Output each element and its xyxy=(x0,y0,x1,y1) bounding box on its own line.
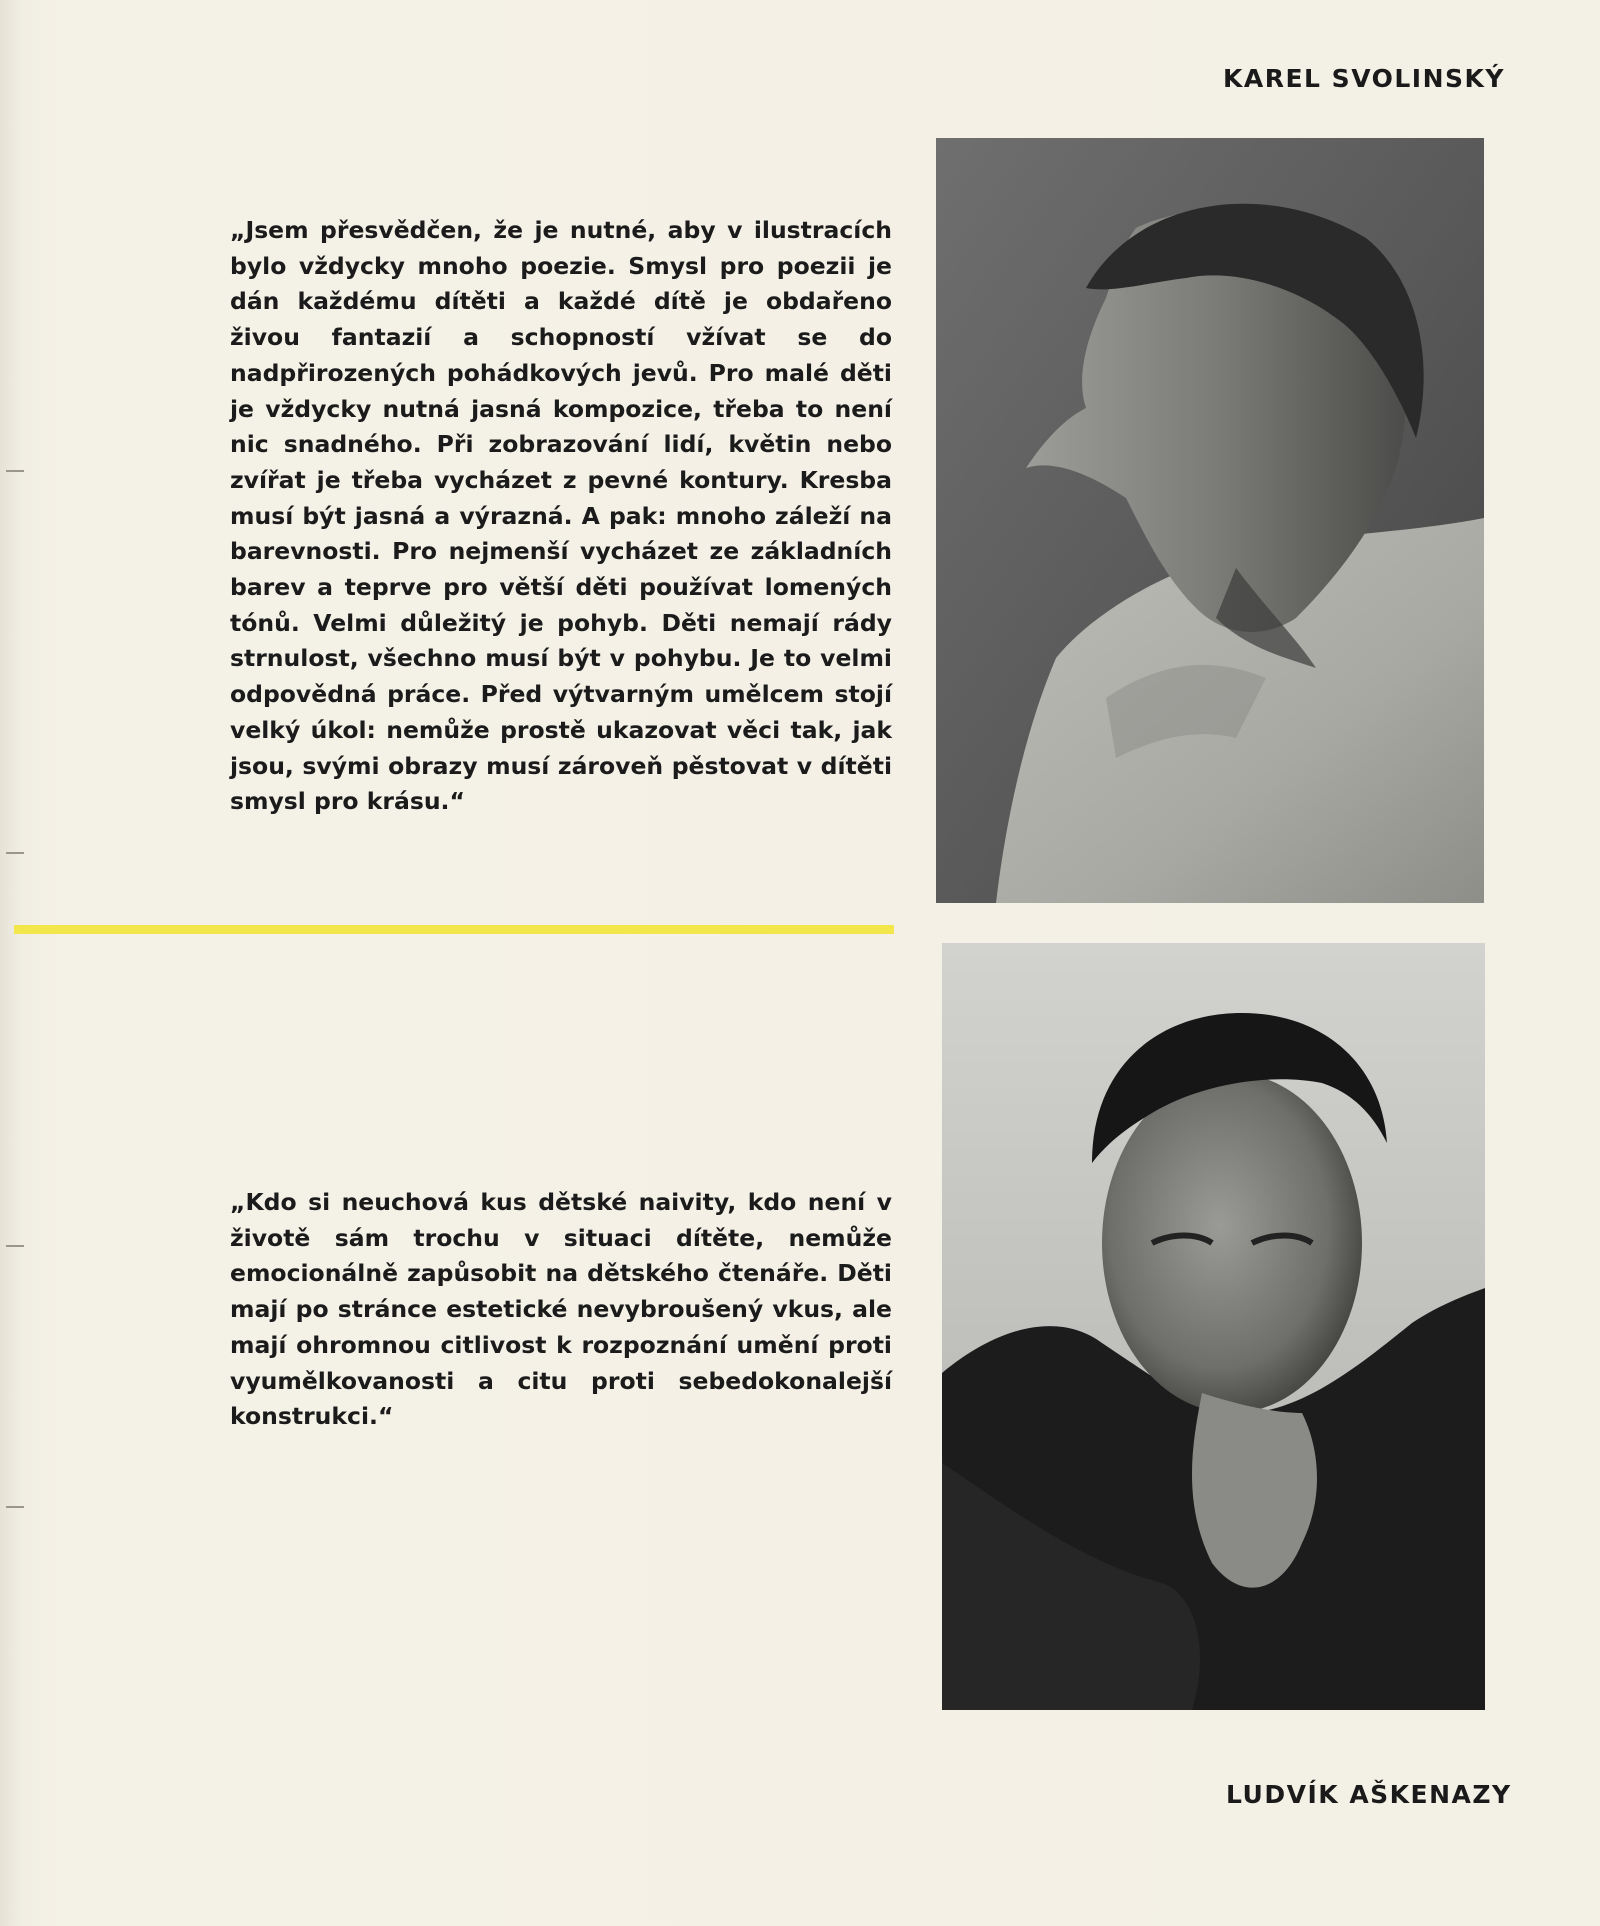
spine-mark xyxy=(6,1506,24,1508)
yellow-divider-rule xyxy=(14,925,894,934)
quote-askenazy: „Kdo si neuchová kus dětské naivity, kdo není v životě sám trochu v situaci dítěte, nemůže emocionálně zapůsobit na dětského čtenáře. Děti mají po stránce estetické nevybroušený vkus, ale mají ohromnou citlivost k rozpoznání umění proti vyumělkovanosti a citu proti sebedokonalejší konstrukci.“ xyxy=(230,1188,892,1431)
quote-svolinsky: „Jsem přesvědčen, že je nutné, aby v ilustracích bylo vždycky mnoho poezie. Smysl pro poezii je dán každému dítěti a každé dítě je obdařeno živou fantazií a schopností vžívat se do nadpřirozených pohádkových jevů. Pro malé děti je vždycky nutná jasná kompozice, třeba to není nic snadného. Při zobrazování lidí, květin nebo zvířat je třeba vycházet z pevné kontury. Kresba musí být jasná a výrazná. A pak: mnoho záleží na barevnosti. Pro nejmenší vycházet ze základních barev a teprve pro větší děti používat lomených tónů. Velmi důležitý je pohyb. Děti nemají rády strnulost, všechno musí být v pohybu. Je to velmi odpovědná práce. Před výtvarným umělcem stojí velký úkol: nemůže prostě ukazovat věci tak, jak jsou, svými obrazy musí zároveň pěstovat v dítěti smysl pro krásu.“ xyxy=(230,216,892,816)
portrait-photo-svolinsky xyxy=(936,138,1484,903)
portrait-photo-askenazy xyxy=(942,943,1485,1710)
name-heading-askenazy: LUDVÍK AŠKENAZY xyxy=(1226,1780,1512,1809)
name-heading-svolinsky: KAREL SVOLINSKÝ xyxy=(1223,64,1505,93)
spine-mark xyxy=(6,1245,24,1247)
spine-mark xyxy=(6,852,24,854)
spine-mark xyxy=(6,470,24,472)
